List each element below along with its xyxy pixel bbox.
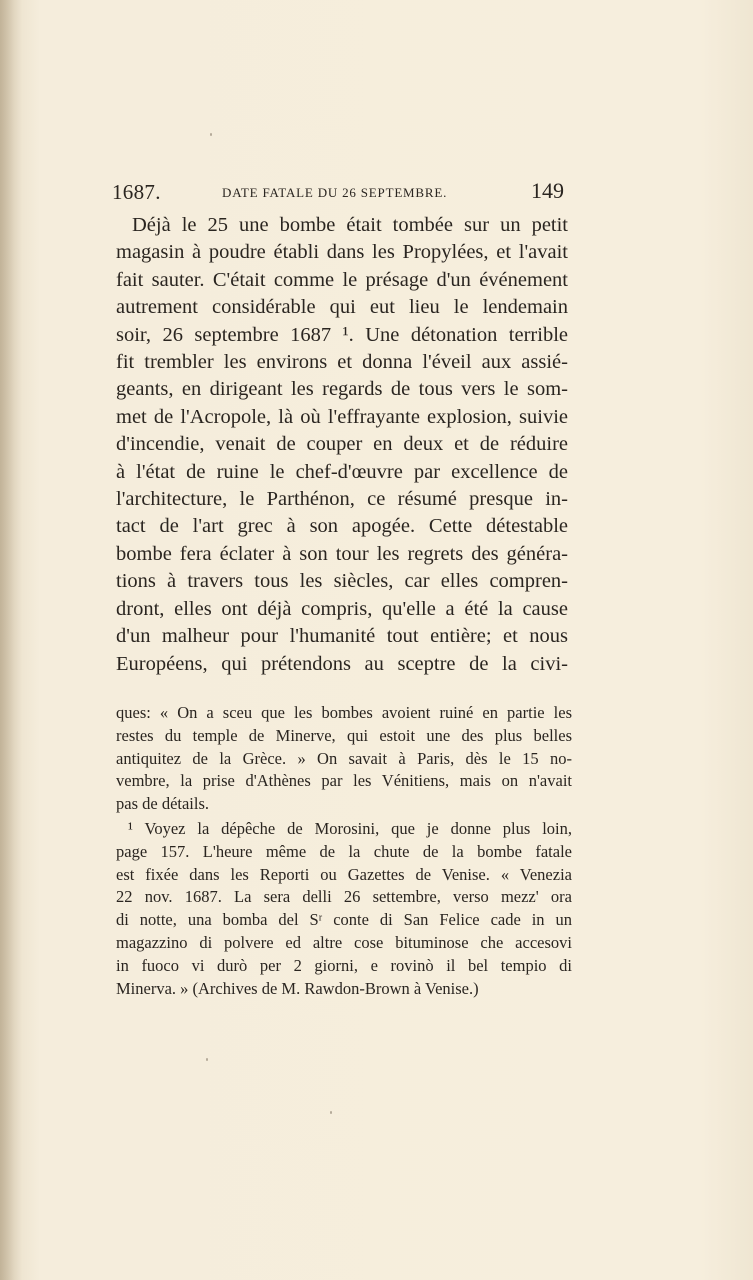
footnote-line: di notte, una bomba del Sʳ conte di San Felice cade in un [116, 910, 572, 930]
text-line: bombe fera éclater à son tour les regrets des généra- [116, 542, 568, 565]
header-year: 1687. [112, 180, 161, 204]
footnote-line: ques: « On a sceu que les bombes avoient ruiné en partie les [116, 703, 572, 722]
footnote-line: restes du temple de Minerve, qui estoit une des plus belles [116, 725, 572, 745]
text-line: dront, elles ont déjà compris, qu'elle a été la cause [116, 597, 568, 620]
footnote-line: magazzino di polvere ed altre cose bituminose che accesovi [116, 932, 572, 952]
text-line: tions à travers tous les siècles, car elles compren- [116, 570, 568, 593]
paper-speck [206, 1058, 208, 1061]
footnote-line: Minerva. » (Archives de M. Rawdon-Brown à Venise.) [116, 978, 479, 998]
text-line: geants, en dirigeant les regards de tous vers le som- [116, 378, 568, 401]
text-line: Déjà le 25 une bombe était tombée sur un petit [132, 214, 568, 236]
paper-speck [210, 133, 212, 136]
page-number: 149 [531, 178, 564, 203]
footnote-line: antiquitez de la Grèce. » On savait à Paris, dès le 15 no- [116, 748, 572, 768]
footnote-line: ¹ Voyez la dépêche de Morosini, que je donne plus loin, [128, 818, 572, 838]
text-line: à l'état de ruine le chef-d'œuvre par excellence de [116, 460, 568, 483]
footnote-line: in fuoco vi durò per 2 giorni, e rovinò il bel tempio di [116, 955, 572, 975]
paper-speck [330, 1111, 332, 1114]
main-text-body [116, 212, 568, 678]
running-header [112, 178, 564, 208]
text-line: magasin à poudre établi dans les Propylées, et l'avait [116, 241, 568, 264]
text-line: tact de l'art grec à son apogée. Cette détestable [116, 515, 568, 538]
text-line: Européens, qui prétendons au sceptre de la civi- [116, 652, 568, 675]
text-line: fit trembler les environs et donna l'éveil aux assié- [116, 351, 568, 374]
text-line: autrement considérable qui eut lieu le lendemain [116, 296, 568, 319]
footnote-line: pas de détails. [116, 794, 210, 814]
text-line: met de l'Acropole, là où l'effrayante explosion, suivie [116, 405, 568, 428]
footnotes [116, 702, 572, 1000]
text-line: fait sauter. C'était comme le présage d'un événement [116, 268, 568, 291]
text-line: soir, 26 septembre 1687 ¹. Une détonation terrible [116, 323, 568, 346]
continued-footnote [116, 702, 572, 816]
footnote-1 [116, 818, 572, 1000]
text-line: l'architecture, le Parthénon, ce résumé presque in- [116, 488, 568, 511]
footnote-line: est fixée dans les Reporti ou Gazettes de Venise. « Venezia [116, 864, 572, 884]
text-line: d'un malheur pour l'humanité tout entière; et nous [116, 625, 568, 648]
page-gutter-shadow [0, 0, 22, 1280]
header-title: DATE FATALE DU 26 SEPTEMBRE. [222, 185, 448, 200]
footnote-line: page 157. L'heure même de la chute de la bombe fatale [116, 841, 572, 861]
text-line: d'incendie, venait de couper en deux et de réduire [116, 433, 568, 456]
footnote-line: 22 nov. 1687. La sera delli 26 settembre, verso mezz' ora [116, 887, 572, 907]
footnote-line: vembre, la prise d'Athènes par les Vénitiens, mais on n'avait [116, 771, 572, 791]
